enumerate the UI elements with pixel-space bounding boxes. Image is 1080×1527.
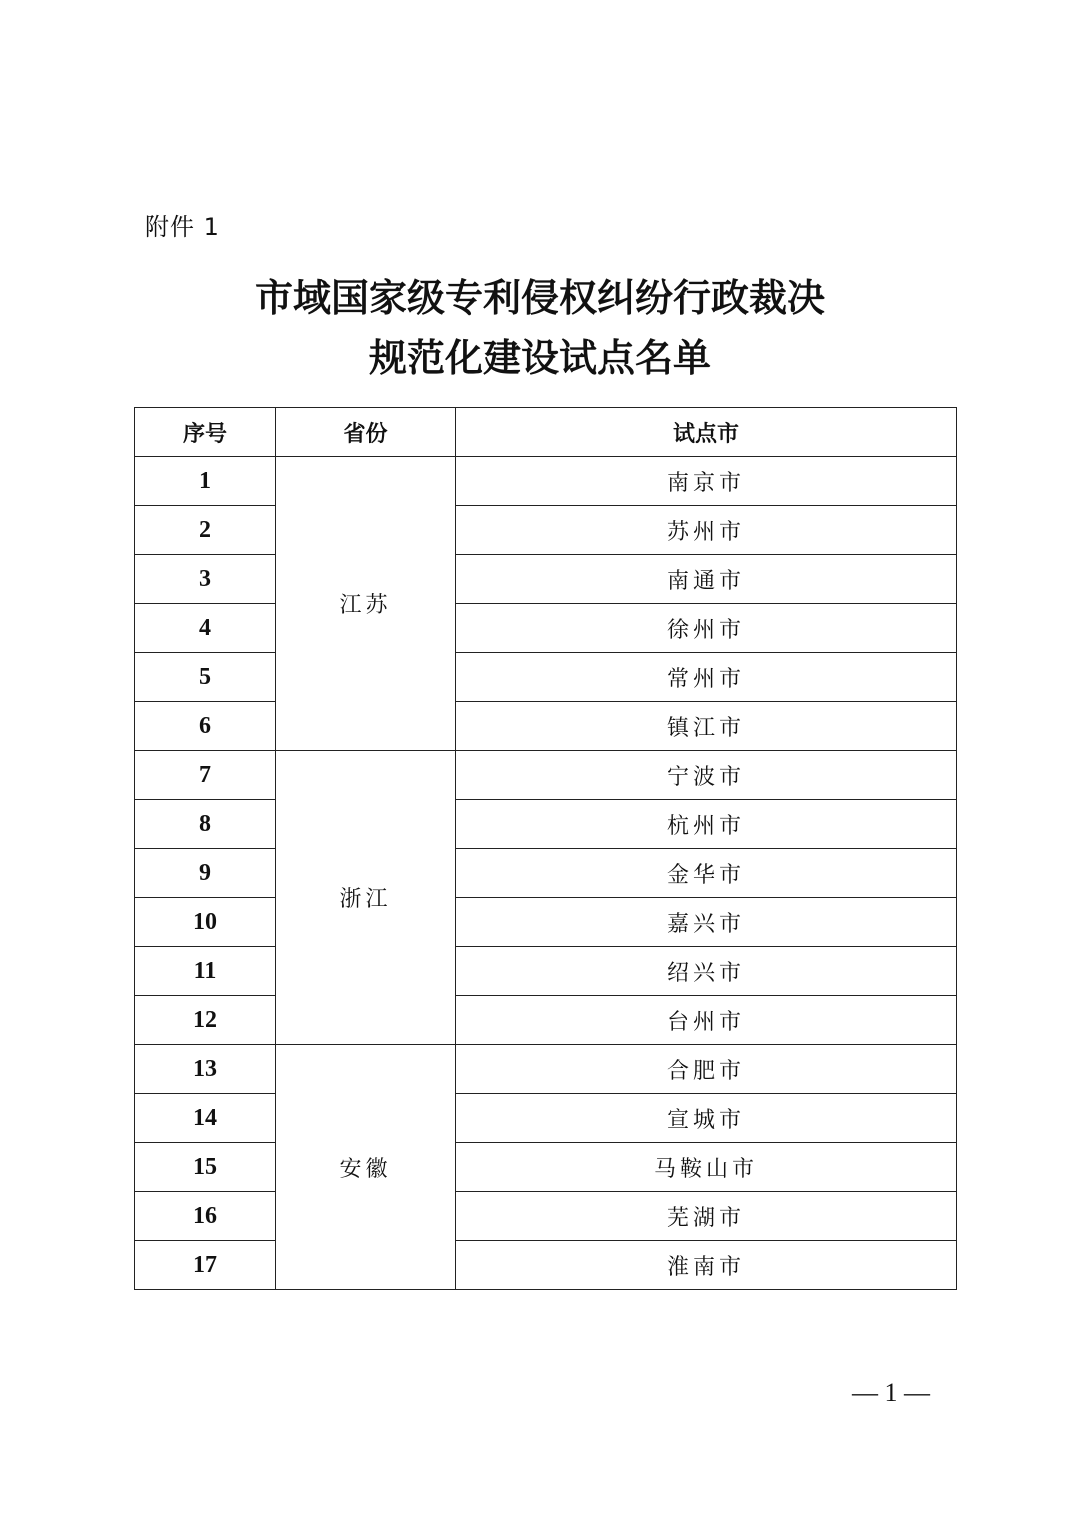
page-title [0,268,1080,388]
table-row [135,800,957,849]
row-index: 10 [135,898,276,947]
city-cell: 嘉兴市 [456,898,957,947]
attachment-label: 附件 1 [145,213,220,241]
header-province: 省份 [276,408,456,457]
city-cell: 镇江市 [456,702,957,751]
table-row [135,457,957,506]
city-cell: 宣城市 [456,1094,957,1143]
city-cell: 苏州市 [456,506,957,555]
table-row [135,653,957,702]
table-row [135,506,957,555]
city-cell: 南通市 [456,555,957,604]
page-number: — 1 — [852,1378,930,1407]
title-line-2: 规范化建设试点名单 [368,335,711,380]
city-cell: 宁波市 [456,751,957,800]
table-body [135,457,957,1290]
table-header-row [135,408,957,457]
row-index: 13 [135,1045,276,1094]
table-row [135,555,957,604]
table-row [135,947,957,996]
row-index: 4 [135,604,276,653]
row-index: 7 [135,751,276,800]
row-index: 2 [135,506,276,555]
row-index: 9 [135,849,276,898]
table-row [135,1241,957,1290]
header-city: 试点市 [456,408,957,457]
city-cell: 南京市 [456,457,957,506]
city-cell: 芜湖市 [456,1192,957,1241]
city-cell: 金华市 [456,849,957,898]
table-row [135,1143,957,1192]
city-cell: 马鞍山市 [456,1143,957,1192]
row-index: 17 [135,1241,276,1290]
city-cell: 绍兴市 [456,947,957,996]
table-row [135,751,957,800]
city-cell: 常州市 [456,653,957,702]
city-cell: 杭州市 [456,800,957,849]
header-index: 序号 [135,408,276,457]
pilot-city-table [134,407,957,1290]
table-row [135,1045,957,1094]
table-row [135,1192,957,1241]
table-row [135,996,957,1045]
title-line-1: 市域国家级专利侵权纠纷行政裁决 [254,275,825,320]
table-row [135,702,957,751]
province-cell: 安徽 [276,1045,456,1290]
row-index: 3 [135,555,276,604]
row-index: 16 [135,1192,276,1241]
city-cell: 台州市 [456,996,957,1045]
row-index: 12 [135,996,276,1045]
row-index: 14 [135,1094,276,1143]
city-cell: 徐州市 [456,604,957,653]
row-index: 15 [135,1143,276,1192]
province-cell: 浙江 [276,751,456,1045]
table-row [135,849,957,898]
province-cell: 江苏 [276,457,456,751]
row-index: 8 [135,800,276,849]
row-index: 6 [135,702,276,751]
city-cell: 淮南市 [456,1241,957,1290]
row-index: 5 [135,653,276,702]
row-index: 11 [135,947,276,996]
table-row [135,1094,957,1143]
table-row [135,604,957,653]
table-row [135,898,957,947]
row-index: 1 [135,457,276,506]
city-cell: 合肥市 [456,1045,957,1094]
